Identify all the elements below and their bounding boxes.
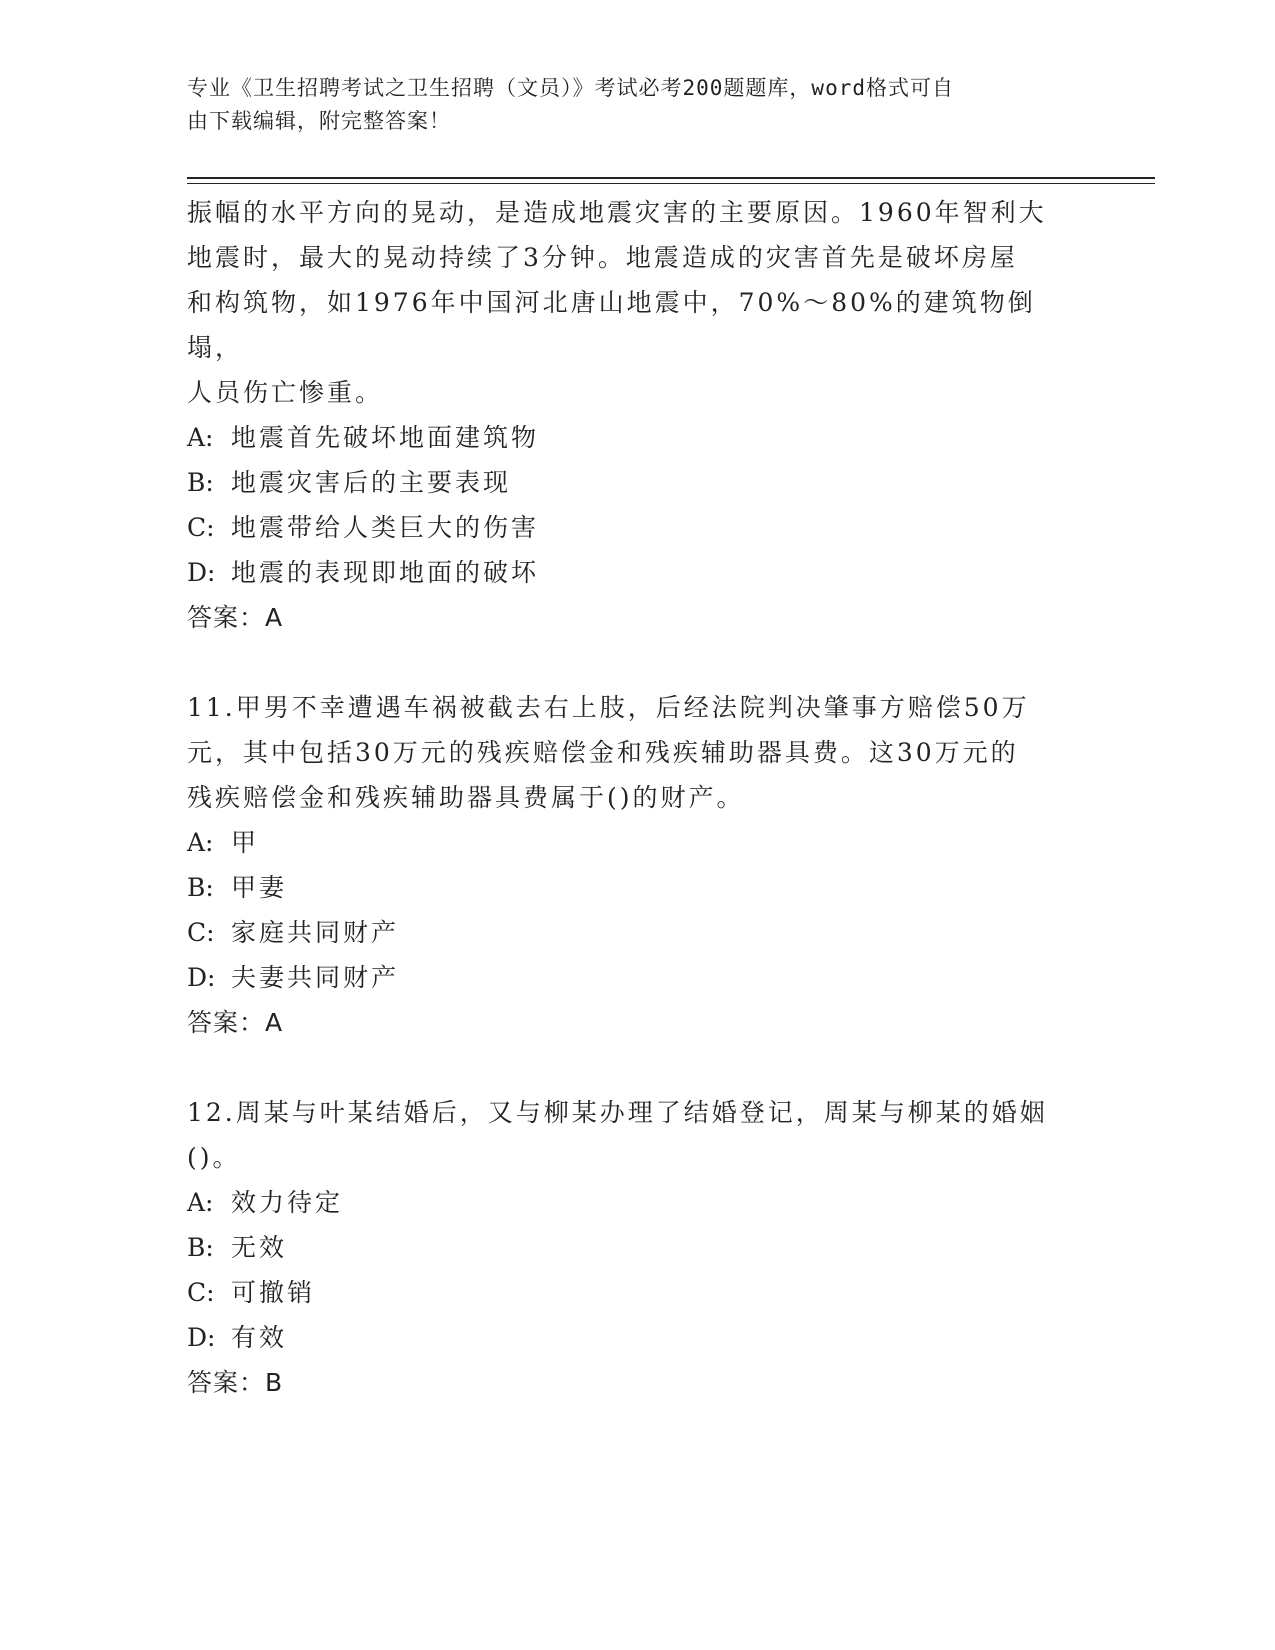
question-text-line: 残疾赔偿金和残疾辅助器具费属于()的财产。 [187,783,745,812]
option-key: A: [187,423,214,452]
question-10-continuation [187,190,1087,640]
header-rule-thin [187,183,1155,184]
option-text: 甲妻 [231,873,288,902]
option-text: 夫妻共同财产 [231,963,400,992]
option-text: 地震带给人类巨大的伤害 [231,513,540,542]
option-key: B: [187,1233,214,1262]
question-text-line: 地震时，最大的晃动持续了3分钟。地震造成的灾害首先是破坏房屋 [187,243,1018,272]
header-line-1: 专业《卫生招聘考试之卫生招聘（文员）》考试必考200题题库，word格式可自 [187,76,954,100]
option-a [187,820,1087,865]
option-key: D: [187,558,216,587]
option-c [187,505,1087,550]
question-text-line: 和构筑物，如1976年中国河北唐山地震中，70%～80%的建筑物倒塌， [187,288,1036,362]
question-text-line: 振幅的水平方向的晃动，是造成地震灾害的主要原因。1960年智利大 [187,198,1047,227]
option-text: 地震的表现即地面的破坏 [231,558,540,587]
option-c [187,910,1087,955]
question-11 [187,685,1087,1045]
answer-line: 答案：A [187,603,284,632]
question-text-line: 11.甲男不幸遭遇车祸被截去右上肢，后经法院判决肇事方赔偿50万 [187,693,1030,722]
option-a [187,1180,1087,1225]
option-d [187,550,1087,595]
option-key: C: [187,1278,215,1307]
option-text: 地震灾害后的主要表现 [231,468,512,497]
option-key: C: [187,918,215,947]
document-body [187,190,1087,1405]
option-b [187,865,1087,910]
section-spacer [187,1045,1087,1090]
option-text: 可撤销 [231,1278,316,1307]
option-text: 有效 [231,1323,288,1352]
option-key: C: [187,513,215,542]
option-text: 地震首先破坏地面建筑物 [231,423,540,452]
option-key: D: [187,963,216,992]
option-key: B: [187,873,214,902]
document-header [187,72,1087,138]
question-text-line: 12.周某与叶某结婚后，又与柳某办理了结婚登记，周某与柳某的婚姻 [187,1098,1048,1127]
option-a [187,415,1087,460]
option-text: 效力待定 [231,1188,344,1217]
option-d [187,955,1087,1000]
question-text-line: 人员伤亡惨重。 [187,378,384,407]
option-key: A: [187,1188,214,1217]
question-text-line: 元，其中包括30万元的残疾赔偿金和残疾辅助器具费。这30万元的 [187,738,1019,767]
option-b [187,460,1087,505]
header-rule-thick [187,177,1155,179]
option-d [187,1315,1087,1360]
option-key: A: [187,828,214,857]
option-text: 家庭共同财产 [231,918,400,947]
option-c [187,1270,1087,1315]
option-key: D: [187,1323,216,1352]
option-key: B: [187,468,214,497]
option-text: 无效 [231,1233,288,1262]
option-b [187,1225,1087,1270]
option-text: 甲 [231,828,260,857]
answer-line: 答案：B [187,1368,284,1397]
answer-line: 答案：A [187,1008,284,1037]
section-spacer [187,640,1087,685]
question-12 [187,1090,1087,1405]
header-line-2: 由下载编辑，附完整答案！ [187,109,451,133]
question-text-line: ()。 [187,1143,241,1172]
